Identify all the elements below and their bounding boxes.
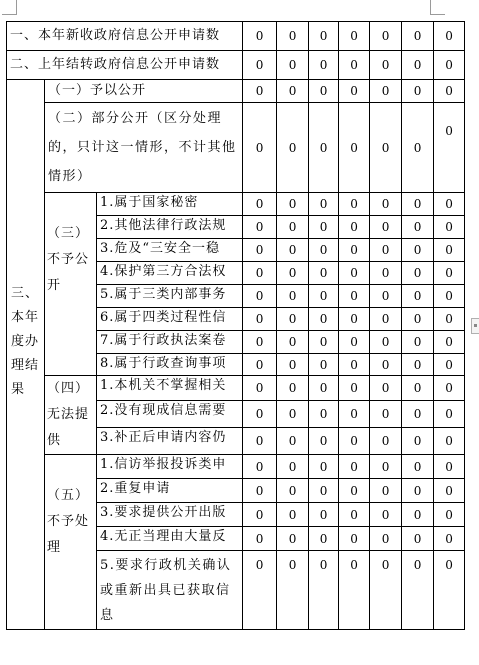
value-cell: 0: [370, 401, 402, 427]
value-cell: 0: [434, 285, 465, 308]
value-cell: 0: [370, 427, 402, 454]
table-row: [7, 193, 465, 216]
value-cell: 0: [370, 308, 402, 331]
value-cell: 0: [434, 193, 465, 216]
value-cell: 0: [434, 354, 465, 376]
value-cell: 0: [434, 376, 465, 401]
value-cell: 0: [434, 503, 465, 527]
value-cell: 0: [402, 285, 434, 308]
value-cell: 0: [402, 216, 434, 239]
value-cell: 0: [434, 427, 465, 454]
value-cell: 0: [370, 216, 402, 239]
value-cell: 0: [243, 285, 277, 308]
deny-group-label-text: （三）不予公开: [47, 226, 90, 293]
value-cell: 0: [277, 262, 309, 285]
value-cell: 0: [243, 51, 277, 80]
value-cell: 0: [309, 103, 339, 193]
value-cell: 0: [243, 22, 277, 51]
value-cell: 0: [243, 401, 277, 427]
value-cell: 0: [277, 308, 309, 331]
unable-group-label: [45, 376, 97, 455]
value-cell: 0: [402, 308, 434, 331]
value-cell: 0: [277, 103, 309, 193]
value-cell: 0: [309, 376, 339, 401]
value-cell: 0: [309, 503, 339, 527]
value-cell: 0: [309, 285, 339, 308]
value-cell: 0: [309, 239, 339, 262]
value-cell: 0: [434, 216, 465, 239]
value-cell: 0: [277, 193, 309, 216]
value-cell: 0: [370, 527, 402, 551]
table-row: [7, 22, 465, 51]
value-cell: 0: [402, 401, 434, 427]
unable-group-label-text: （四）无法提供: [47, 381, 90, 448]
value-cell: 0: [434, 22, 465, 51]
value-cell: 0: [370, 22, 402, 51]
value-cell: 0: [339, 503, 370, 527]
value-cell: 0: [309, 51, 339, 80]
noprocess-group-label: [45, 455, 97, 630]
value-cell: 0: [402, 193, 434, 216]
value-cell: 0: [309, 551, 339, 630]
value-cell: 0: [434, 308, 465, 331]
value-cell: 0: [309, 308, 339, 331]
value-cell: 0: [402, 51, 434, 80]
value-cell: 0: [402, 503, 434, 527]
section3-label-text: 三、本年度办理结果: [11, 286, 40, 397]
item-label: 7.属于行政执法案卷: [97, 331, 243, 354]
item-label: 3.要求提供公开出版: [97, 503, 243, 527]
value-cell: 0: [339, 331, 370, 354]
value-cell: 0: [370, 503, 402, 527]
value-cell: 0: [243, 308, 277, 331]
value-cell: 0: [434, 51, 465, 80]
value-cell: 0: [243, 479, 277, 503]
value-cell: 0: [277, 331, 309, 354]
value-cell: 0: [243, 455, 277, 479]
table-row: [7, 455, 465, 479]
item-label: 6.属于四类过程性信: [97, 308, 243, 331]
value-cell: 0: [370, 331, 402, 354]
row-label: 二、上年结转政府信息公开申请数: [7, 51, 243, 80]
value-cell: 0: [339, 401, 370, 427]
value-cell: 0: [339, 193, 370, 216]
item-label: 2.重复申请: [97, 479, 243, 503]
value-cell: 0: [243, 216, 277, 239]
value-cell: 0: [339, 308, 370, 331]
value-cell: 0: [434, 455, 465, 479]
value-cell: 0: [339, 80, 370, 103]
page-corner-mark-left: [2, 0, 17, 15]
row-label: 一、本年新收政府信息公开申请数: [7, 22, 243, 51]
value-text: 0: [445, 124, 453, 138]
item-label: 4.保护第三方合法权: [97, 262, 243, 285]
value-cell: 0: [309, 331, 339, 354]
value-cell: 0: [309, 527, 339, 551]
value-cell: [434, 103, 465, 193]
value-cell: 0: [339, 239, 370, 262]
noprocess-group-label-text: （五）不予处理: [47, 488, 90, 555]
item-label: 1.本机关不掌握相关: [97, 376, 243, 401]
value-cell: 0: [339, 527, 370, 551]
value-cell: 0: [370, 285, 402, 308]
value-cell: 0: [277, 22, 309, 51]
value-cell: 0: [243, 503, 277, 527]
value-cell: 0: [434, 331, 465, 354]
item-label: 3.危及“三安全一稳: [97, 239, 243, 262]
table-row: [7, 103, 465, 193]
item-label: 2.其他法律行政法规: [97, 216, 243, 239]
value-cell: 0: [243, 262, 277, 285]
value-cell: 0: [434, 401, 465, 427]
table-row: [7, 51, 465, 80]
value-cell: 0: [434, 239, 465, 262]
value-cell: 0: [339, 479, 370, 503]
value-cell: 0: [243, 376, 277, 401]
value-cell: 0: [277, 455, 309, 479]
value-cell: 0: [243, 239, 277, 262]
value-cell: 0: [339, 354, 370, 376]
value-cell: 0: [277, 354, 309, 376]
value-cell: 0: [370, 262, 402, 285]
value-cell: 0: [370, 51, 402, 80]
value-cell: 0: [402, 331, 434, 354]
value-cell: 0: [243, 80, 277, 103]
page-corner-mark-right: [430, 0, 445, 15]
value-cell: 0: [309, 427, 339, 454]
value-cell: 0: [402, 262, 434, 285]
value-cell: 0: [309, 479, 339, 503]
value-cell: 0: [434, 80, 465, 103]
margin-handle[interactable]: [471, 318, 479, 334]
value-cell: 0: [339, 551, 370, 630]
value-cell: 0: [434, 479, 465, 503]
value-cell: 0: [402, 103, 434, 193]
partial-label-text: （二）部分公开（区分处理的，只计这一情形，不计其他情形）: [48, 111, 237, 184]
value-cell: 0: [339, 262, 370, 285]
item-label: 1.属于国家秘密: [97, 193, 243, 216]
value-cell: 0: [402, 354, 434, 376]
value-cell: 0: [277, 551, 309, 630]
value-cell: 0: [277, 216, 309, 239]
value-cell: 0: [402, 80, 434, 103]
value-cell: 0: [370, 103, 402, 193]
value-cell: 0: [402, 479, 434, 503]
value-cell: 0: [402, 376, 434, 401]
value-cell: 0: [243, 193, 277, 216]
value-cell: 0: [243, 551, 277, 630]
value-cell: 0: [402, 527, 434, 551]
value-cell: 0: [434, 262, 465, 285]
value-cell: 0: [370, 354, 402, 376]
partial-label: [45, 103, 243, 193]
item-label: 5.要求行政机关确认或重新出具已获取信息: [97, 551, 243, 630]
value-cell: 0: [402, 455, 434, 479]
item-label: 1.信访举报投诉类申: [97, 455, 243, 479]
value-cell: 0: [309, 262, 339, 285]
application-stats-table: [6, 21, 465, 630]
value-cell: 0: [309, 455, 339, 479]
value-cell: 0: [339, 216, 370, 239]
deny-group-label: [45, 193, 97, 376]
value-cell: 0: [243, 331, 277, 354]
value-cell: 0: [370, 479, 402, 503]
value-cell: 0: [339, 427, 370, 454]
table-row: [7, 80, 465, 103]
value-cell: 0: [339, 376, 370, 401]
value-cell: 0: [277, 401, 309, 427]
value-cell: 0: [277, 80, 309, 103]
value-cell: 0: [370, 80, 402, 103]
value-cell: 0: [402, 427, 434, 454]
value-cell: 0: [277, 376, 309, 401]
value-cell: 0: [309, 80, 339, 103]
value-cell: 0: [370, 455, 402, 479]
value-cell: 0: [370, 239, 402, 262]
value-cell: 0: [277, 285, 309, 308]
item-label: 4.无正当理由大量反: [97, 527, 243, 551]
item-label: 8.属于行政查询事项: [97, 354, 243, 376]
value-cell: 0: [243, 527, 277, 551]
value-cell: 0: [370, 193, 402, 216]
value-cell: 0: [277, 479, 309, 503]
value-cell: 0: [434, 527, 465, 551]
value-cell: 0: [339, 455, 370, 479]
value-cell: 0: [434, 551, 465, 630]
value-cell: 0: [402, 239, 434, 262]
section3-label: [7, 80, 45, 630]
value-cell: 0: [277, 427, 309, 454]
value-cell: 0: [309, 401, 339, 427]
value-cell: 0: [339, 285, 370, 308]
value-cell: 0: [370, 376, 402, 401]
value-cell: 0: [309, 22, 339, 51]
value-cell: 0: [370, 551, 402, 630]
value-cell: 0: [277, 503, 309, 527]
value-cell: 0: [339, 103, 370, 193]
value-cell: 0: [309, 216, 339, 239]
value-cell: 0: [277, 51, 309, 80]
value-cell: 0: [243, 103, 277, 193]
table-row: [7, 376, 465, 401]
value-cell: 0: [309, 193, 339, 216]
item-label: 2.没有现成信息需要: [97, 401, 243, 427]
grant-label: （一）予以公开: [45, 80, 243, 103]
value-cell: 0: [277, 239, 309, 262]
value-cell: 0: [402, 22, 434, 51]
value-cell: 0: [309, 354, 339, 376]
value-cell: 0: [243, 427, 277, 454]
value-cell: 0: [339, 22, 370, 51]
item-label: 3.补正后申请内容仍: [97, 427, 243, 454]
value-cell: 0: [339, 51, 370, 80]
item-label: 5.属于三类内部事务: [97, 285, 243, 308]
value-cell: 0: [243, 354, 277, 376]
value-cell: 0: [277, 527, 309, 551]
value-cell: 0: [402, 551, 434, 630]
